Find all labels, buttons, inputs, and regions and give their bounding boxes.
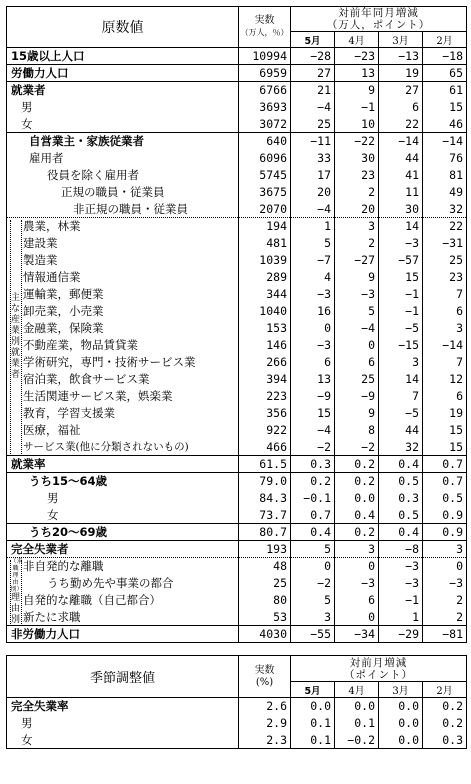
actual-value: 266: [239, 354, 291, 371]
month-header: 3月: [379, 682, 423, 698]
change-value: 6: [379, 99, 423, 116]
change-value: 0.0: [379, 732, 423, 749]
change-value: −27: [335, 252, 379, 269]
change-value: −57: [379, 252, 423, 269]
table-row: [7, 99, 467, 116]
change-value: 21: [291, 82, 335, 99]
change-value: −4: [291, 99, 335, 116]
actual-value: 6766: [239, 82, 291, 99]
change-value: 27: [291, 65, 335, 82]
month-header: 4月: [335, 682, 379, 698]
table-row: [7, 439, 467, 456]
change-value: 0.0: [379, 715, 423, 732]
change-value: 15: [423, 422, 467, 439]
change-value: 13: [291, 371, 335, 388]
mom-change-header: 対前月増減 （ポイント）: [291, 656, 467, 682]
change-value: 6: [335, 354, 379, 371]
row-label: 男: [7, 99, 239, 116]
change-value: 0.1: [291, 732, 335, 749]
change-value: 2: [335, 184, 379, 201]
side-label-char: 主: [10, 292, 20, 303]
actual-value: 153: [239, 320, 291, 337]
actual-value: 48: [239, 558, 291, 575]
change-value: 0.2: [335, 473, 379, 490]
change-value: 44: [379, 422, 423, 439]
change-value: 49: [423, 184, 467, 201]
actual-value: 356: [239, 405, 291, 422]
row-label: 生活関連サービス業，娯楽業: [7, 388, 239, 405]
change-value: 0.2: [335, 524, 379, 541]
row-label: 女: [7, 732, 239, 749]
raw-values-table: [6, 6, 467, 643]
change-value: −3: [379, 558, 423, 575]
seasonal-adjusted-table: [6, 655, 467, 749]
table-row: [7, 626, 467, 643]
table-row: [7, 218, 467, 235]
change-value: 9: [335, 405, 379, 422]
change-value: −14: [423, 133, 467, 150]
table-row: [7, 422, 467, 439]
change-value: 23: [335, 167, 379, 184]
change-value: −2: [335, 439, 379, 456]
change-value: 19: [423, 405, 467, 422]
table-row: [7, 507, 467, 524]
change-value: 9: [335, 82, 379, 99]
change-value: 2: [423, 592, 467, 609]
side-label-char: 由: [10, 603, 20, 614]
side-label-note: （求職理由別）: [10, 557, 23, 593]
change-value: 0.4: [335, 507, 379, 524]
row-label: うち勤め先や事業の都合: [7, 575, 239, 592]
change-value: −4: [291, 422, 335, 439]
row-label: 製造業: [7, 252, 239, 269]
change-value: 0.2: [423, 698, 467, 715]
actual-value: 4030: [239, 626, 291, 643]
change-value: 19: [379, 65, 423, 82]
change-value: −9: [291, 388, 335, 405]
change-value: 0.1: [335, 715, 379, 732]
change-value: 0.7: [423, 456, 467, 473]
yoy-change-header: 対前年同月増減 （万人，ポイント）: [291, 7, 467, 32]
row-label: 医療，福祉: [7, 422, 239, 439]
change-value: 0.2: [291, 473, 335, 490]
change-value: −2: [291, 439, 335, 456]
change-value: 14: [379, 218, 423, 235]
change-value: −9: [335, 388, 379, 405]
change-value: −11: [291, 133, 335, 150]
actual-value: 146: [239, 337, 291, 354]
change-value: 2: [423, 609, 467, 626]
jissu-header: 実数 (%): [239, 656, 291, 698]
table-row: [7, 558, 467, 575]
table-row: [7, 388, 467, 405]
actual-value: 53: [239, 609, 291, 626]
table-row: [7, 116, 467, 133]
table-row: [7, 320, 467, 337]
change-value: 25: [423, 252, 467, 269]
change-value: 6: [291, 354, 335, 371]
change-value: 7: [379, 388, 423, 405]
change-value: 0.5: [379, 507, 423, 524]
change-value: 17: [291, 167, 335, 184]
actual-value: 640: [239, 133, 291, 150]
change-value: 9: [335, 269, 379, 286]
change-value: 65: [423, 65, 467, 82]
actual-value: 3693: [239, 99, 291, 116]
row-label: 就業率: [7, 456, 239, 473]
table-row: [7, 303, 467, 320]
row-label: 新たに求職: [7, 609, 239, 626]
change-value: −4: [335, 320, 379, 337]
actual-value: 25: [239, 575, 291, 592]
change-value: 5: [291, 235, 335, 252]
change-value: 6: [423, 388, 467, 405]
table-row: [7, 405, 467, 422]
table-row: [7, 592, 467, 609]
change-value: −18: [423, 48, 467, 65]
change-value: −14: [423, 337, 467, 354]
row-label: 男: [7, 715, 239, 732]
change-value: 0.0: [335, 698, 379, 715]
change-value: −15: [379, 337, 423, 354]
change-value: 0.3: [423, 732, 467, 749]
actual-value: 2070: [239, 201, 291, 218]
month-header: 3月: [379, 32, 423, 48]
change-value: 0: [291, 558, 335, 575]
change-value: −1: [335, 99, 379, 116]
row-label: 女: [7, 507, 239, 524]
row-label: うち20〜69歳: [7, 524, 239, 541]
change-value: 0.3: [379, 490, 423, 507]
table-row: [7, 371, 467, 388]
change-value: 3: [335, 541, 379, 558]
table-row: [7, 715, 467, 732]
table-row: [7, 609, 467, 626]
table-row: [7, 456, 467, 473]
row-label: 卸売業，小売業: [7, 303, 239, 320]
change-value: 25: [291, 116, 335, 133]
change-value: 3: [379, 354, 423, 371]
change-value: 7: [423, 354, 467, 371]
table-row: [7, 150, 467, 167]
change-value: 0: [335, 609, 379, 626]
change-value: −3: [291, 337, 335, 354]
actual-value: 394: [239, 371, 291, 388]
row-label: 金融業，保険業: [7, 320, 239, 337]
row-label: 労働力人口: [7, 65, 239, 82]
change-value: 30: [379, 201, 423, 218]
row-label: 教育，学習支援業: [7, 405, 239, 422]
actual-value: 3675: [239, 184, 291, 201]
change-value: 27: [379, 82, 423, 99]
side-label-char: 産: [10, 314, 20, 325]
side-label-char: 業: [10, 325, 20, 336]
change-value: −14: [379, 133, 423, 150]
change-value: −8: [379, 541, 423, 558]
change-value: 3: [423, 320, 467, 337]
jissu-header: 実数 （万人，％）: [239, 7, 291, 48]
change-value: −0.2: [335, 732, 379, 749]
industry-side-label: [10, 220, 22, 454]
actual-value: 194: [239, 218, 291, 235]
change-value: −1: [379, 303, 423, 320]
month-header: 2月: [423, 682, 467, 698]
row-label: 農業，林業: [7, 218, 239, 235]
row-label: 自発的な離職（自己都合）: [7, 592, 239, 609]
actual-value: 10994: [239, 48, 291, 65]
change-value: 0.7: [423, 473, 467, 490]
change-value: 14: [379, 371, 423, 388]
side-label-char: 理: [10, 592, 20, 603]
change-value: 4: [291, 269, 335, 286]
table-row: [7, 732, 467, 749]
change-value: 5: [291, 541, 335, 558]
row-label: 建設業: [7, 235, 239, 252]
actual-value: 3072: [239, 116, 291, 133]
change-value: 6: [423, 303, 467, 320]
row-label: サービス業(他に分類されないもの): [7, 439, 239, 456]
change-value: 46: [423, 116, 467, 133]
table-row: [7, 235, 467, 252]
change-value: 20: [335, 201, 379, 218]
change-value: −29: [379, 626, 423, 643]
change-value: −5: [379, 320, 423, 337]
change-value: −3: [335, 575, 379, 592]
row-label: 就業者: [7, 82, 239, 99]
change-value: −4: [291, 201, 335, 218]
change-value: 0.2: [335, 456, 379, 473]
change-value: −3: [379, 575, 423, 592]
actual-value: 6096: [239, 150, 291, 167]
actual-value: 481: [239, 235, 291, 252]
row-label: 完全失業率: [7, 698, 239, 715]
table-row: [7, 65, 467, 82]
table-row: [7, 133, 467, 150]
row-label: 非労働力人口: [7, 626, 239, 643]
row-label: 不動産業，物品賃貸業: [7, 337, 239, 354]
change-value: −3: [335, 286, 379, 303]
table-row: [7, 269, 467, 286]
change-value: 6: [335, 592, 379, 609]
change-value: −23: [335, 48, 379, 65]
change-value: 1: [291, 218, 335, 235]
row-label: 宿泊業，飲食サービス業: [7, 371, 239, 388]
side-label-char: な: [10, 303, 20, 314]
row-label: 運輸業，郵便業: [7, 286, 239, 303]
change-value: 2: [335, 235, 379, 252]
table-row: [7, 48, 467, 65]
change-value: 5: [291, 592, 335, 609]
change-value: 0.0: [335, 490, 379, 507]
change-value: 0.7: [291, 507, 335, 524]
actual-value: 80.7: [239, 524, 291, 541]
change-value: 22: [379, 116, 423, 133]
change-value: −55: [291, 626, 335, 643]
change-value: −22: [335, 133, 379, 150]
side-label-char: 者: [10, 369, 20, 380]
change-value: 15: [291, 405, 335, 422]
actual-value: 223: [239, 388, 291, 405]
change-value: 25: [335, 371, 379, 388]
change-value: 0.5: [423, 490, 467, 507]
month-header: 4月: [335, 32, 379, 48]
change-value: 0: [335, 558, 379, 575]
change-value: 0.2: [423, 715, 467, 732]
table-row: [7, 286, 467, 303]
row-label: 雇用者: [7, 150, 239, 167]
change-value: −1: [379, 592, 423, 609]
change-value: 23: [423, 269, 467, 286]
row-label: 非正規の職員・従業員: [7, 201, 239, 218]
actual-value: 2.9: [239, 715, 291, 732]
table-row: [7, 473, 467, 490]
table-row: [7, 524, 467, 541]
month-header: 2月: [423, 32, 467, 48]
change-value: 15: [423, 99, 467, 116]
change-value: −3: [291, 286, 335, 303]
actual-value: 5745: [239, 167, 291, 184]
change-value: 15: [423, 439, 467, 456]
change-value: 0: [335, 337, 379, 354]
change-value: 0.3: [291, 456, 335, 473]
change-value: −34: [335, 626, 379, 643]
change-value: −0.1: [291, 490, 335, 507]
change-value: −81: [423, 626, 467, 643]
row-label: 15歳以上人口: [7, 48, 239, 65]
side-label-char: 就: [10, 347, 20, 358]
change-value: 20: [291, 184, 335, 201]
change-value: 32: [379, 439, 423, 456]
change-value: 3: [335, 218, 379, 235]
side-label-char: 別: [10, 336, 20, 347]
actual-value: 2.6: [239, 698, 291, 715]
change-value: 0: [291, 320, 335, 337]
change-value: 0.0: [379, 698, 423, 715]
actual-value: 61.5: [239, 456, 291, 473]
change-value: 0.9: [423, 507, 467, 524]
change-value: 16: [291, 303, 335, 320]
row-label: 情報通信業: [7, 269, 239, 286]
actual-value: 84.3: [239, 490, 291, 507]
change-value: 44: [379, 150, 423, 167]
table-row: [7, 354, 467, 371]
actual-value: 73.7: [239, 507, 291, 524]
row-label: 完全失業者: [7, 541, 239, 558]
table-title: 季節調整値: [7, 656, 239, 698]
change-value: −1: [379, 286, 423, 303]
month-header: 5月: [291, 682, 335, 698]
change-value: −13: [379, 48, 423, 65]
month-header: 5月: [291, 32, 335, 48]
actual-value: 344: [239, 286, 291, 303]
change-value: 32: [423, 201, 467, 218]
row-label: 非自発的な離職: [7, 558, 239, 575]
change-value: 3: [291, 609, 335, 626]
actual-value: 289: [239, 269, 291, 286]
table-row: [7, 490, 467, 507]
change-value: 0.1: [291, 715, 335, 732]
actual-value: 193: [239, 541, 291, 558]
table-row: [7, 575, 467, 592]
actual-value: 80: [239, 592, 291, 609]
change-value: −3: [379, 235, 423, 252]
change-value: 0: [423, 558, 467, 575]
actual-value: 466: [239, 439, 291, 456]
actual-value: 1039: [239, 252, 291, 269]
change-value: −5: [379, 405, 423, 422]
table-row: [7, 167, 467, 184]
change-value: −31: [423, 235, 467, 252]
change-value: −3: [423, 575, 467, 592]
change-value: 12: [423, 371, 467, 388]
change-value: −7: [291, 252, 335, 269]
table-row: [7, 82, 467, 99]
table-title: 原数値: [7, 7, 239, 48]
change-value: 3: [423, 541, 467, 558]
change-value: 0.4: [379, 524, 423, 541]
change-value: 5: [335, 303, 379, 320]
row-label: 学術研究，専門・技術サービス業: [7, 354, 239, 371]
actual-value: 2.3: [239, 732, 291, 749]
table-row: [7, 698, 467, 715]
table-row: [7, 337, 467, 354]
change-value: 1: [379, 609, 423, 626]
change-value: 10: [335, 116, 379, 133]
change-value: 0.4: [291, 524, 335, 541]
table-row: [7, 252, 467, 269]
table-row: [7, 201, 467, 218]
row-label: うち15〜64歳: [7, 473, 239, 490]
change-value: 81: [423, 167, 467, 184]
change-value: 41: [379, 167, 423, 184]
change-value: 33: [291, 150, 335, 167]
side-label-char: 別: [10, 614, 20, 625]
actual-value: 1040: [239, 303, 291, 320]
change-value: 0.5: [379, 473, 423, 490]
change-value: 7: [423, 286, 467, 303]
change-value: 61: [423, 82, 467, 99]
row-label: 役員を除く雇用者: [7, 167, 239, 184]
reason-side-label: [10, 557, 23, 625]
change-value: 13: [335, 65, 379, 82]
change-value: 22: [423, 218, 467, 235]
change-value: −28: [291, 48, 335, 65]
row-label: 女: [7, 116, 239, 133]
actual-value: 79.0: [239, 473, 291, 490]
change-value: 30: [335, 150, 379, 167]
change-value: 0.9: [423, 524, 467, 541]
change-value: 0.0: [291, 698, 335, 715]
actual-value: 6959: [239, 65, 291, 82]
row-label: 正規の職員・従業員: [7, 184, 239, 201]
table-row: [7, 184, 467, 201]
row-label: 自営業主・家族従業者: [7, 133, 239, 150]
change-value: 0.4: [379, 456, 423, 473]
change-value: 8: [335, 422, 379, 439]
change-value: 76: [423, 150, 467, 167]
actual-value: 922: [239, 422, 291, 439]
change-value: 11: [379, 184, 423, 201]
table-row: [7, 541, 467, 558]
change-value: −2: [291, 575, 335, 592]
side-label-char: 業: [10, 358, 20, 369]
row-label: 男: [7, 490, 239, 507]
change-value: 15: [379, 269, 423, 286]
